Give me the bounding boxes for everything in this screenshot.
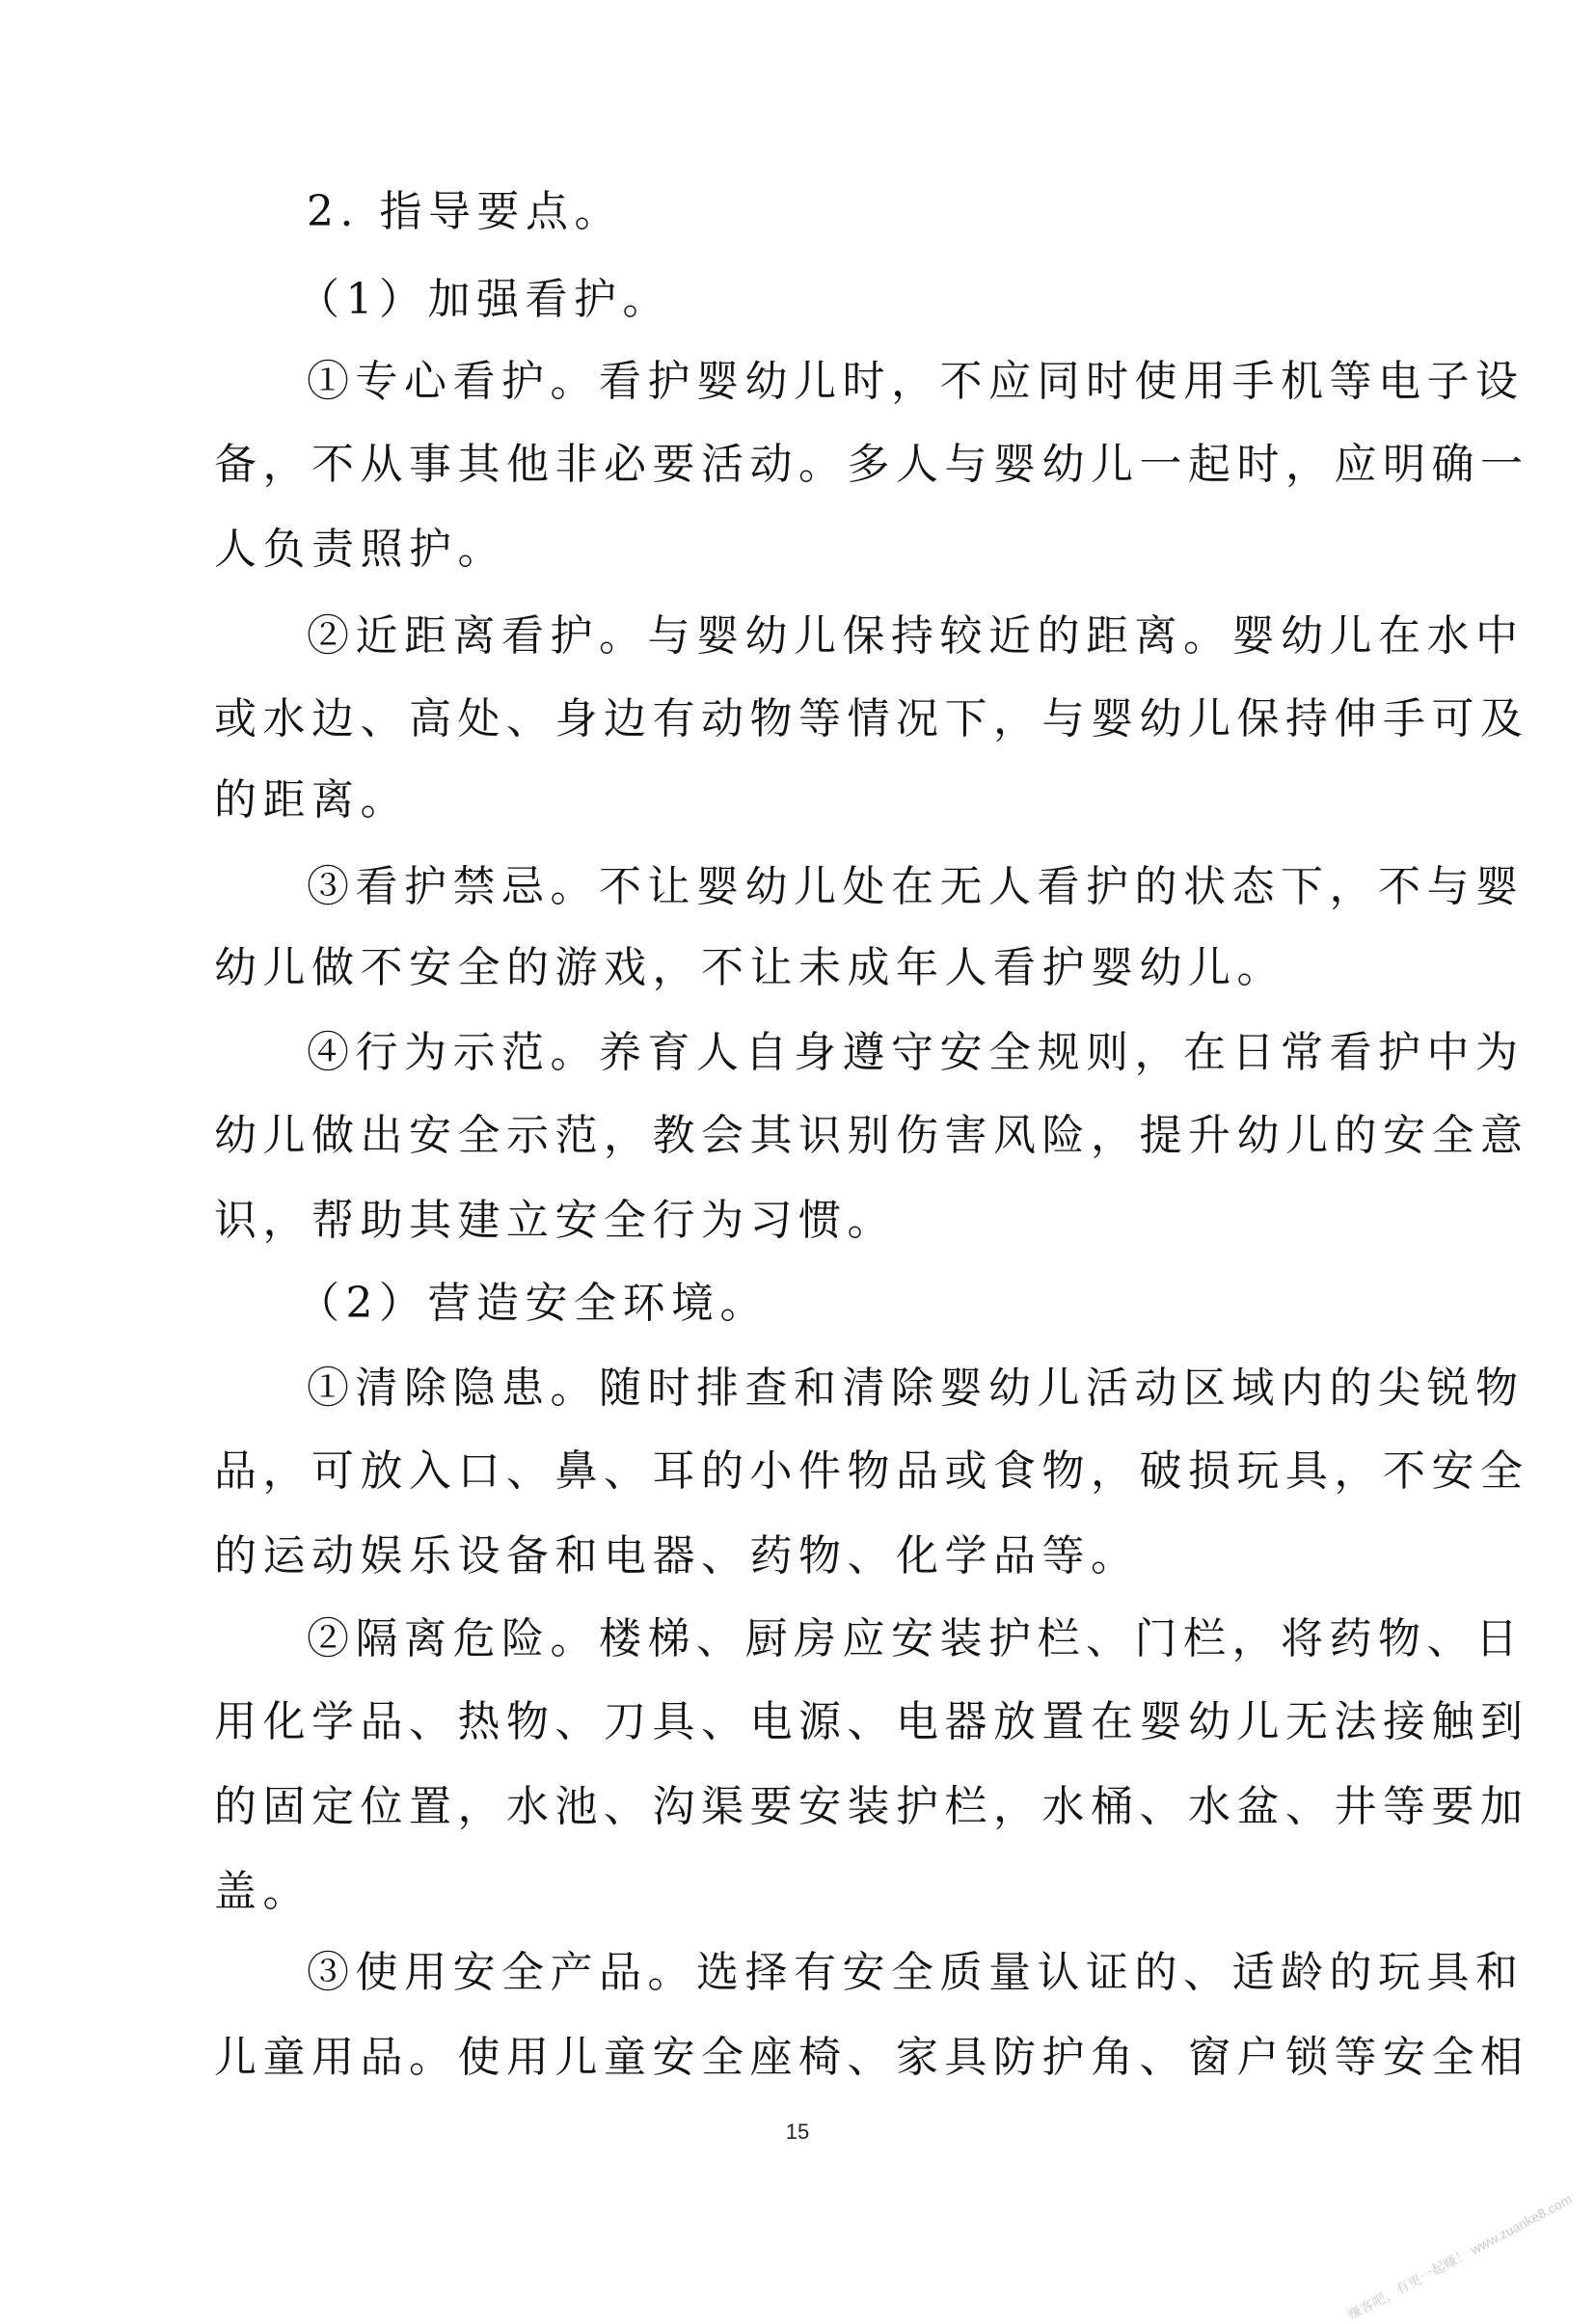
text-line: 的距离。 xyxy=(214,775,409,824)
text-line: ②隔离危险。楼梯、厨房应安装护栏、门栏，将药物、日 xyxy=(307,1614,1525,1663)
text-line: 或水边、高处、身边有动物等情况下，与婴幼儿保持伸手可及 xyxy=(214,694,1529,743)
text-line: 品，可放入口、鼻、耳的小件物品或食物，破损玩具，不安全 xyxy=(214,1446,1529,1496)
text-line: 人负责照护。 xyxy=(214,525,506,574)
text-line: ①专心看护。看护婴幼儿时，不应同时使用手机等电子设 xyxy=(307,357,1525,406)
text-line: ④行为示范。养育人自身遵守安全规则，在日常看护中为 xyxy=(307,1028,1525,1077)
heading-guidance-points: 2. 指导要点。 xyxy=(307,187,623,236)
text-line: ②近距离看护。与婴幼儿保持较近的距离。婴幼儿在水中 xyxy=(307,611,1525,661)
text-line: 备，不从事其他非必要活动。多人与婴幼儿一起时，应明确一 xyxy=(214,440,1529,489)
text-line: ③看护禁忌。不让婴幼儿处在无人看护的状态下，不与婴 xyxy=(307,862,1525,911)
text-line: ③使用安全产品。选择有安全质量认证的、适龄的玩具和 xyxy=(307,1948,1525,1997)
text-line: 儿童用品。使用儿童安全座椅、家具防护角、窗户锁等安全相 xyxy=(214,2033,1529,2082)
text-line: 的运动娱乐设备和电器、药物、化学品等。 xyxy=(214,1531,1140,1581)
watermark: 赚客吧，有更一起赚！ www.zuanke8.com xyxy=(1345,2191,1576,2323)
subheading-supervision: （1）加强看护。 xyxy=(297,275,671,324)
text-line: 幼儿做出安全示范，教会其识别伤害风险，提升幼儿的安全意 xyxy=(214,1111,1529,1160)
text-line: 盖。 xyxy=(214,1867,311,1916)
subheading-safe-environment: （2）营造安全环境。 xyxy=(297,1279,769,1328)
text-line: 幼儿做不安全的游戏，不让未成年人看护婴幼儿。 xyxy=(214,943,1285,992)
text-line: ①清除隐患。随时排查和清除婴幼儿活动区域内的尖锐物 xyxy=(307,1364,1525,1413)
text-line: 的固定位置，水池、沟渠要安装护栏，水桶、水盆、井等要加 xyxy=(214,1782,1529,1831)
text-line: 识，帮助其建立安全行为习惯。 xyxy=(214,1196,896,1245)
page-number: 15 xyxy=(785,2120,810,2144)
text-line: 用化学品、热物、刀具、电源、电器放置在婴幼儿无法接触到 xyxy=(214,1697,1529,1746)
